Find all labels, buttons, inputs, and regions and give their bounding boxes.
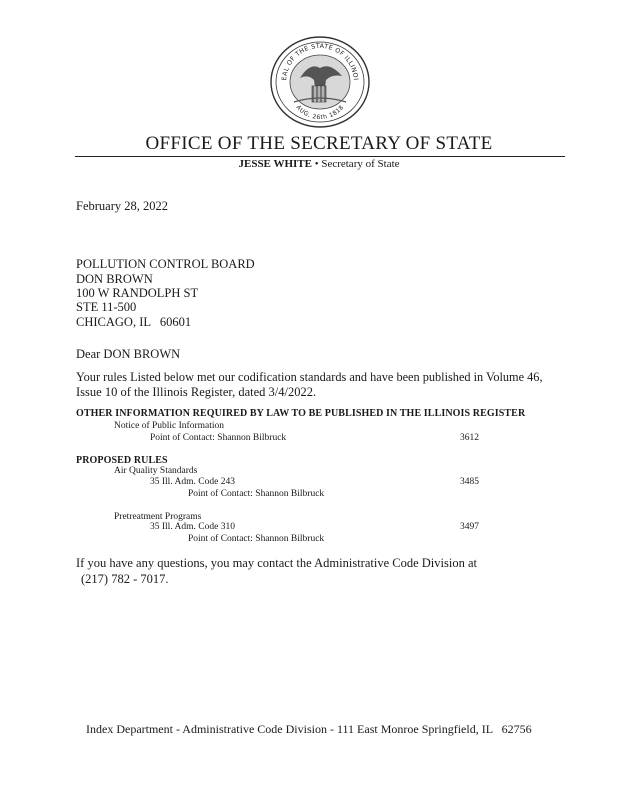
- recipient-street: 100 W RANDOLPH ST: [76, 286, 199, 300]
- admin-code: 35 Ill. Adm. Code 310: [150, 522, 235, 532]
- intro-line-2: Issue 10 of the Illinois Register, dated 3/4/2022.: [76, 385, 317, 399]
- register-page-number: 3485: [460, 477, 479, 487]
- separator-dot: •: [314, 158, 319, 170]
- point-of-contact: Point of Contact: Shannon Bilbruck: [150, 433, 287, 443]
- header-rule: [75, 156, 565, 157]
- footer-address: Index Department - Administrative Code Division - 111 East Monroe Springfield, IL 62756: [86, 722, 532, 736]
- salutation: Dear DON BROWN: [76, 347, 181, 361]
- category-air-quality: Air Quality Standards: [114, 466, 198, 476]
- section-heading-other-info: OTHER INFORMATION REQUIRED BY LAW TO BE PUBLISHED IN THE ILLINOIS REGISTER: [76, 408, 526, 419]
- secretary-title: Secretary of State: [321, 158, 400, 170]
- secretary-name: JESSE WHITE: [238, 158, 312, 170]
- category-pretreatment: Pretreatment Programs: [114, 512, 202, 522]
- category-notice-public-info: Notice of Public Information: [114, 421, 225, 431]
- closing-paragraph: [76, 555, 546, 587]
- register-page-number: 3497: [460, 522, 479, 532]
- admin-code: 35 Ill. Adm. Code 243: [150, 477, 235, 487]
- recipient-suite: STE 11-500: [76, 300, 137, 314]
- state-seal: [268, 34, 372, 130]
- intro-paragraph: [76, 370, 576, 400]
- recipient-name: DON BROWN: [76, 272, 153, 286]
- seal-bottom-text: AUG. 26th 1818: [294, 103, 346, 122]
- recipient-city: CHICAGO, IL 60601: [76, 315, 192, 329]
- point-of-contact: Point of Contact: Shannon Bilbruck: [188, 534, 325, 544]
- seal-top-text: EAL OF THE STATE OF ILLINOI: [280, 42, 359, 81]
- secretary-line: [0, 158, 638, 170]
- section-heading-proposed-rules: PROPOSED RULES: [76, 455, 168, 466]
- closing-line-1: If you have any questions, you may contact the Administrative Code Division at: [76, 556, 477, 570]
- point-of-contact: Point of Contact: Shannon Bilbruck: [188, 489, 325, 499]
- intro-line-1: Your rules Listed below met our codification standards and have been published in Volume 46,: [76, 370, 543, 384]
- register-page-number: 3612: [460, 433, 479, 443]
- closing-line-2: (217) 782 - 7017.: [81, 572, 169, 586]
- office-title: OFFICE OF THE SECRETARY OF STATE: [145, 133, 493, 154]
- letter-date: February 28, 2022: [76, 199, 168, 213]
- recipient-org: POLLUTION CONTROL BOARD: [76, 257, 255, 271]
